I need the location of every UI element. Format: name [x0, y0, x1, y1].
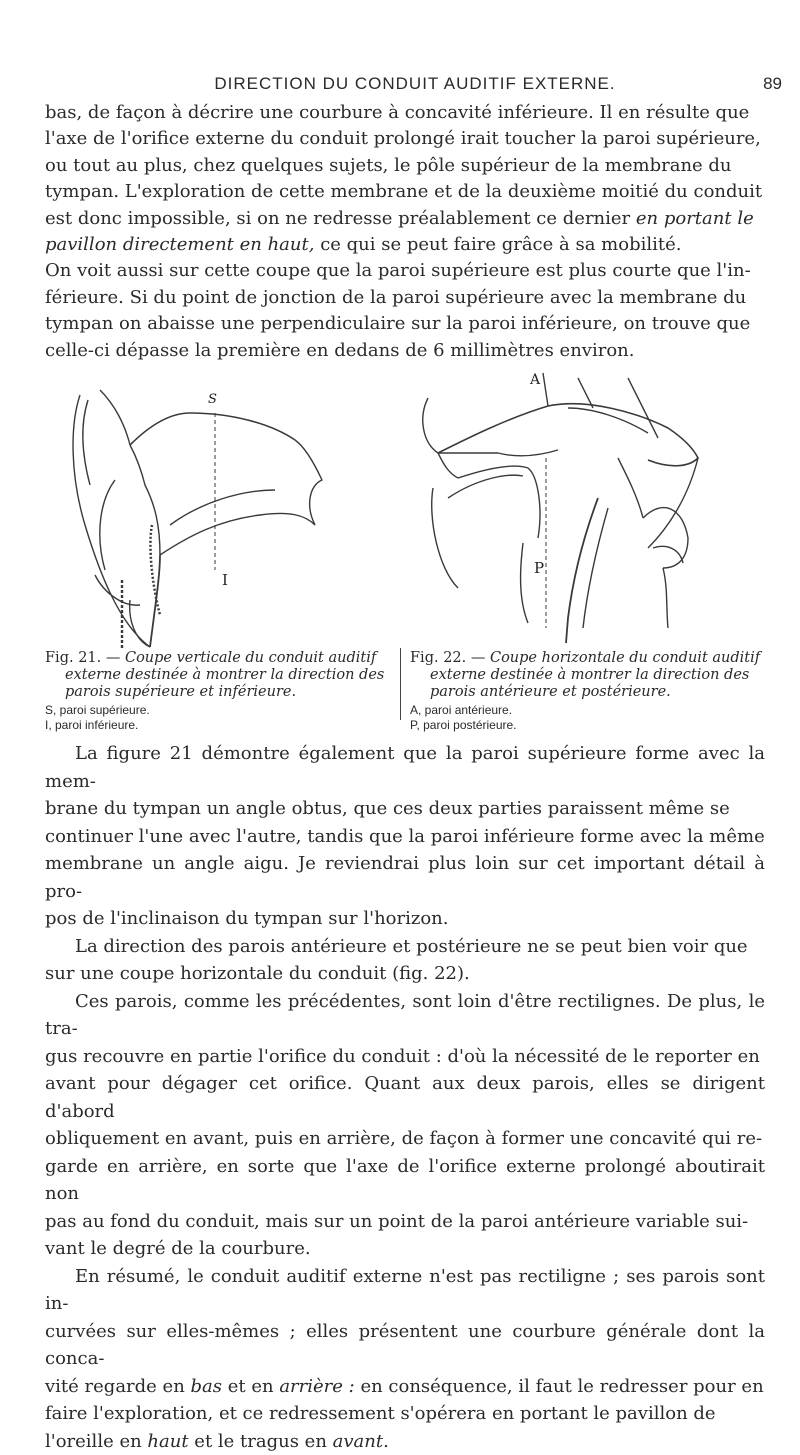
- caption-line: parois supérieure et inférieure.: [45, 684, 390, 701]
- text-line: En résumé, le conduit auditif externe n'est pas rectiligne ; ses parois sont in-: [45, 1263, 765, 1318]
- text-line: [45, 1428, 765, 1455]
- text-span: l'oreille en: [45, 1431, 147, 1452]
- text-line: pas au fond du conduit, mais sur un point de la paroi antérieure variable sui-: [45, 1208, 765, 1236]
- text-line: Ces parois, comme les précédentes, sont loin d'être rectilignes. De plus, le tra-: [45, 988, 765, 1043]
- paragraph-body: [45, 740, 765, 1455]
- text-span: en conséquence, il faut le redresser pour en: [355, 1376, 764, 1397]
- text-span: vité regarde en: [45, 1376, 191, 1397]
- text-line: La direction des parois antérieure et postérieure ne se peut bien voir que: [45, 933, 765, 961]
- figure-21-illustration: [60, 385, 380, 650]
- label-a: A: [529, 372, 541, 388]
- legend-item: I, paroi inférieure.: [45, 718, 150, 733]
- text-span: est donc impossible, si on ne redresse préalablement ce dernier: [45, 208, 636, 229]
- italic-span: pavillon directement en haut,: [45, 234, 314, 255]
- caption-line: [410, 650, 770, 667]
- caption-line: externe destinée à montrer la direction des: [410, 667, 770, 684]
- legend-item: S, paroi supérieure.: [45, 703, 150, 718]
- caption-divider: [400, 648, 401, 720]
- legend-item: P, paroi postérieure.: [410, 718, 517, 733]
- text-line: garde en arrière, en sorte que l'axe de l'orifice externe prolongé aboutirait non: [45, 1153, 765, 1208]
- text-line: curvées sur elles-mêmes ; elles présentent une courbure générale dont la conca-: [45, 1318, 765, 1373]
- text-line: pos de l'inclinaison du tympan sur l'horizon.: [45, 905, 765, 933]
- caption-line: externe destinée à montrer la direction des: [45, 667, 390, 684]
- text-line: brane du tympan un angle obtus, que ces deux parties paraissent même se: [45, 795, 765, 823]
- text-line: obliquement en avant, puis en arrière, de façon à former une concavité qui re-: [45, 1125, 765, 1153]
- italic-span: en portant le: [636, 208, 754, 229]
- text-line: bas, de façon à décrire une courbure à concavité inférieure. Il en résulte que: [45, 100, 765, 126]
- text-line: [45, 1373, 765, 1401]
- page-number: 89: [763, 74, 782, 94]
- label-i: I: [222, 571, 228, 589]
- text-line: sur une coupe horizontale du conduit (fig. 22).: [45, 960, 765, 988]
- running-head: DIRECTION DU CONDUIT AUDITIF EXTERNE.: [40, 74, 790, 94]
- caption-number: Fig. 21. —: [45, 650, 125, 666]
- page-header: [40, 72, 790, 98]
- text-line: vant le degré de la courbure.: [45, 1235, 765, 1263]
- text-line: ou tout au plus, chez quelques sujets, le pôle supérieur de la membrane du: [45, 153, 765, 179]
- legend-item: A, paroi antérieure.: [410, 703, 517, 718]
- caption-line: parois antérieure et postérieure.: [410, 684, 770, 701]
- label-p: P: [534, 559, 544, 577]
- text-line: gus recouvre en partie l'orifice du conduit : d'où la nécessité de le reporter en: [45, 1043, 765, 1071]
- caption-title: Coupe horizontale du conduit auditif: [490, 650, 760, 666]
- text-line: La figure 21 démontre également que la paroi supérieure forme avec la mem-: [45, 740, 765, 795]
- italic-span: avant.: [333, 1431, 389, 1452]
- text-span: et le tragus en: [189, 1431, 333, 1452]
- text-span: et en: [222, 1376, 279, 1397]
- text-line: membrane un angle aigu. Je reviendrai plus loin sur cet important détail à pro-: [45, 850, 765, 905]
- text-line: [45, 206, 765, 232]
- figure-22-caption: [410, 650, 770, 701]
- text-line: continuer l'une avec l'autre, tandis que la paroi inférieure forme avec la même: [45, 823, 765, 851]
- caption-title: Coupe verticale du conduit auditif: [125, 650, 376, 666]
- text-line: On voit aussi sur cette coupe que la paroi supérieure est plus courte que l'in-: [45, 258, 765, 284]
- text-line: tympan. L'exploration de cette membrane et de la deuxième moitié du conduit: [45, 179, 765, 205]
- text-span: ce qui se peut faire grâce à sa mobilité.: [314, 234, 681, 255]
- figure-22-illustration: [418, 368, 718, 648]
- text-line: tympan on abaisse une perpendiculaire sur la paroi inférieure, on trouve que: [45, 311, 765, 337]
- text-line: férieure. Si du point de jonction de la paroi supérieure avec la membrane du: [45, 285, 765, 311]
- figure-21-legend: [45, 703, 150, 733]
- italic-span: bas: [191, 1376, 223, 1397]
- caption-line: [45, 650, 390, 667]
- italic-span: haut: [147, 1431, 188, 1452]
- paragraph-intro: [45, 100, 765, 364]
- figure-21-caption: [45, 650, 390, 701]
- text-line: celle-ci dépasse la première en dedans de 6 millimètres environ.: [45, 338, 765, 364]
- text-line: avant pour dégager cet orifice. Quant aux deux parois, elles se dirigent d'abord: [45, 1070, 765, 1125]
- text-line: faire l'exploration, et ce redressement s'opérera en portant le pavillon de: [45, 1400, 765, 1428]
- caption-number: Fig. 22. —: [410, 650, 490, 666]
- text-line: [45, 232, 765, 258]
- figure-22-legend: [410, 703, 517, 733]
- label-s: S: [208, 392, 217, 407]
- italic-span: arrière :: [279, 1376, 354, 1397]
- text-line: l'axe de l'orifice externe du conduit prolongé irait toucher la paroi supérieure,: [45, 126, 765, 152]
